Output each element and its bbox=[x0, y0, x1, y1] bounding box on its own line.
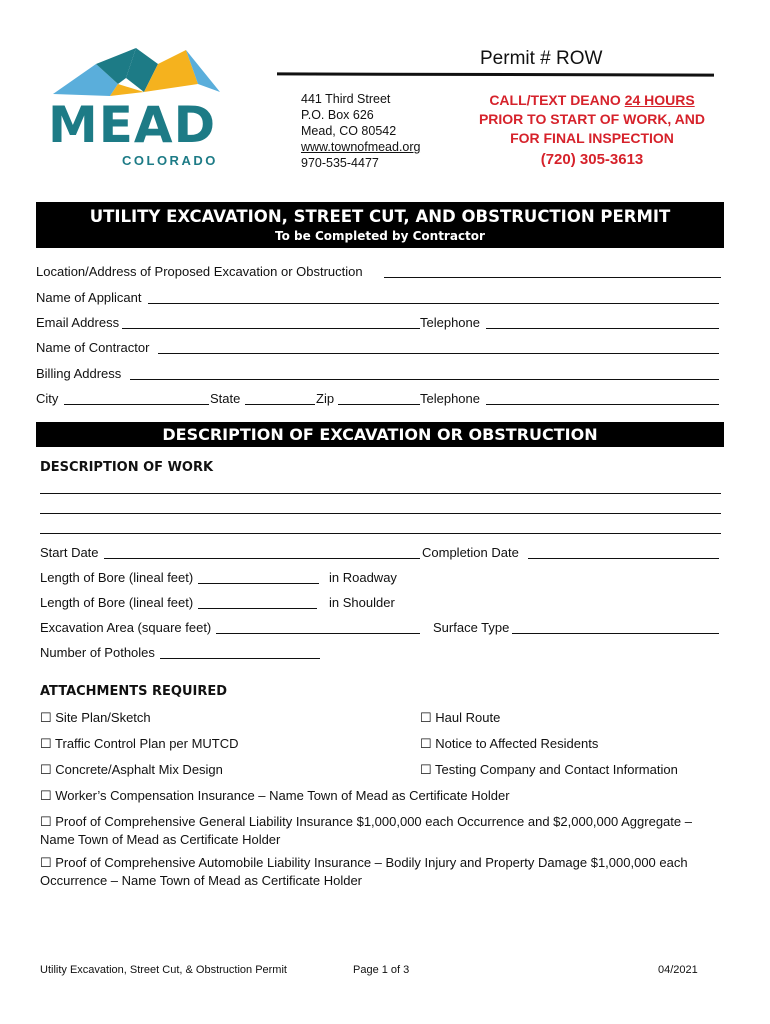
email-field[interactable] bbox=[122, 328, 420, 329]
description-line[interactable] bbox=[40, 513, 721, 514]
attachment-checkbox-workers-comp[interactable]: ☐ Worker’s Compensation Insurance – Name Town of Mead as Certificate Holder bbox=[40, 788, 510, 803]
section-title: UTILITY EXCAVATION, STREET CUT, AND OBSTRUCTION PERMIT bbox=[89, 207, 671, 226]
telephone-label: Telephone bbox=[420, 391, 480, 406]
section-header-permit bbox=[36, 202, 724, 248]
telephone-field[interactable] bbox=[486, 328, 719, 329]
town-phone: 970-535-4477 bbox=[301, 156, 379, 170]
permit-number-label: Permit # ROW bbox=[480, 48, 603, 69]
call-text: CALL/TEXT DEANO bbox=[489, 92, 625, 108]
address-line: Mead, CO 80542 bbox=[301, 124, 397, 138]
call-text-line3: FOR FINAL INSPECTION bbox=[510, 130, 674, 146]
location-label: Location/Address of Proposed Excavation or Obstruction bbox=[36, 264, 363, 279]
telephone-field[interactable] bbox=[486, 404, 719, 405]
state-field[interactable] bbox=[245, 404, 315, 405]
excavation-area-field[interactable] bbox=[216, 633, 420, 634]
completion-date-label: Completion Date bbox=[422, 545, 519, 560]
start-date-label: Start Date bbox=[40, 545, 99, 560]
attachment-checkbox-testing-company[interactable]: ☐ Testing Company and Contact Information bbox=[420, 762, 678, 777]
attachment-checkbox-mix-design[interactable]: ☐ Concrete/Asphalt Mix Design bbox=[40, 762, 223, 777]
bore-shoulder-label: Length of Bore (lineal feet) bbox=[40, 595, 194, 610]
attachment-checkbox-auto-liability[interactable]: ☐ Proof of Comprehensive Automobile Liability Insurance – Bodily Injury and Property Damage $1,000,000 each Occurrence – Name Town of Mead as Certificate Holder bbox=[40, 855, 688, 888]
call-text-line2: PRIOR TO START OF WORK, AND bbox=[478, 111, 706, 127]
city-field[interactable] bbox=[64, 404, 209, 405]
surface-type-label: Surface Type bbox=[433, 620, 510, 635]
city-label: City bbox=[36, 391, 59, 406]
location-field[interactable] bbox=[384, 277, 721, 278]
contractor-label: Name of Contractor bbox=[36, 340, 150, 355]
section-subtitle: To be Completed by Contractor bbox=[275, 229, 485, 243]
page-number: Page 1 of 3 bbox=[353, 964, 410, 976]
in-roadway-label: in Roadway bbox=[329, 570, 397, 585]
bore-shoulder-field[interactable] bbox=[198, 608, 317, 609]
completion-date-field[interactable] bbox=[528, 558, 719, 559]
potholes-label: Number of Potholes bbox=[40, 645, 155, 660]
description-line[interactable] bbox=[40, 533, 721, 534]
excavation-area-label: Excavation Area (square feet) bbox=[40, 620, 212, 635]
inspection-notice bbox=[462, 91, 722, 169]
attachments-heading: ATTACHMENTS REQUIRED bbox=[40, 684, 228, 699]
inspection-phone: (720) 305-3613 bbox=[540, 151, 644, 168]
section-header-description: DESCRIPTION OF EXCAVATION OR OBSTRUCTION bbox=[36, 422, 724, 447]
address-line: P.O. Box 626 bbox=[301, 108, 374, 122]
town-address-block bbox=[301, 91, 421, 171]
call-hours: 24 HOURS bbox=[624, 92, 695, 108]
start-date-field[interactable] bbox=[104, 558, 420, 559]
attachment-checkbox-haul-route[interactable]: ☐ Haul Route bbox=[420, 710, 501, 725]
applicant-field[interactable] bbox=[148, 303, 719, 304]
in-shoulder-label: in Shoulder bbox=[329, 595, 395, 610]
address-line: 441 Third Street bbox=[301, 92, 391, 106]
zip-label: Zip bbox=[316, 391, 335, 406]
bore-roadway-label: Length of Bore (lineal feet) bbox=[40, 570, 194, 585]
attachment-checkbox-general-liability[interactable]: ☐ Proof of Comprehensive General Liability Insurance $1,000,000 each Occurrence and $2,000,000 Aggregate – Name Town of Mead as Certificate Holder bbox=[40, 814, 692, 847]
description-heading: DESCRIPTION OF WORK bbox=[40, 460, 214, 475]
billing-label: Billing Address bbox=[36, 366, 122, 381]
surface-type-field[interactable] bbox=[512, 633, 719, 634]
email-label: Email Address bbox=[36, 315, 120, 330]
attachment-checkbox-traffic-plan[interactable]: ☐ Traffic Control Plan per MUTCD bbox=[40, 736, 239, 751]
telephone-label: Telephone bbox=[420, 315, 480, 330]
website-link[interactable]: www.townofmead.org bbox=[301, 140, 421, 154]
bore-roadway-field[interactable] bbox=[198, 583, 319, 584]
state-label: State bbox=[210, 391, 241, 406]
billing-field[interactable] bbox=[130, 379, 719, 380]
attachment-checkbox-notice[interactable]: ☐ Notice to Affected Residents bbox=[420, 736, 599, 751]
footer-title: Utility Excavation, Street Cut, & Obstruction Permit bbox=[40, 964, 287, 976]
applicant-label: Name of Applicant bbox=[36, 290, 142, 305]
potholes-field[interactable] bbox=[160, 658, 320, 659]
zip-field[interactable] bbox=[338, 404, 420, 405]
contractor-field[interactable] bbox=[158, 353, 719, 354]
description-line[interactable] bbox=[40, 493, 721, 494]
permit-number-line[interactable] bbox=[277, 72, 714, 76]
attachment-checkbox-site-plan[interactable]: ☐ Site Plan/Sketch bbox=[40, 710, 151, 725]
logo-subtitle: COLORADO bbox=[122, 153, 218, 168]
footer-date: 04/2021 bbox=[658, 964, 698, 976]
logo-wordmark: MEAD bbox=[48, 96, 217, 154]
